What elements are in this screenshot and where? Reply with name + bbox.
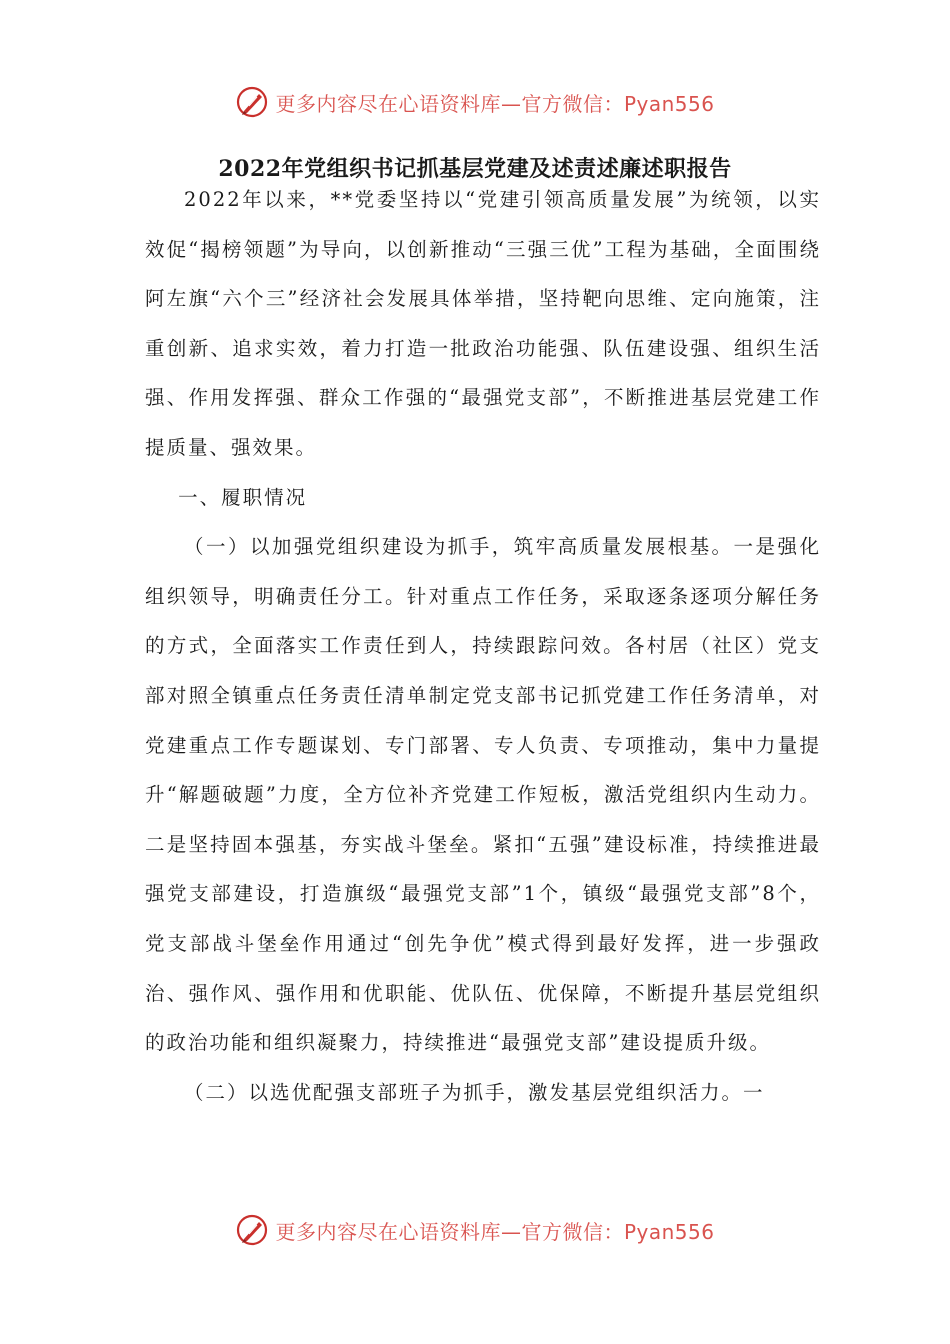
document-body	[145, 175, 821, 1117]
body-paragraph: （二）以选优配强支部班子为抓手，激发基层党组织活力。一	[184, 1080, 765, 1104]
quill-pen-logo-icon	[235, 1213, 269, 1247]
document-title: 2022年党组织书记抓基层党建及述责述廉述职报告	[218, 156, 732, 182]
watermark-header	[0, 80, 950, 124]
section-heading: 一、履职情况	[178, 485, 308, 509]
watermark-text: 更多内容尽在心语资料库—官方微信：Pyan556	[275, 91, 715, 116]
watermark-text: 更多内容尽在心语资料库—官方微信：Pyan556	[275, 1219, 715, 1244]
intro-paragraph: 2022年以来，**党委坚持以“党建引领高质量发展”为统领，以实效促“揭榜领题”为导向，以创新推动“三强三优”工程为基础，全面围绕阿左旗“六个三”经济社会发展具体举措，坚持靶向思维、定向施策，注重创新、追求实效，着力打造一批政治功能强、队伍建设强、组织生活强、作用发挥强、群众工作强的“最强党支部”，不断推进基层党建工作提质量、强效果。	[145, 188, 821, 459]
body-paragraph: （一）以加强党组织建设为抓手，筑牢高质量发展根基。一是强化组织领导，明确责任分工。针对重点工作任务，采取逐条逐项分解任务的方式，全面落实工作责任到人，持续跟踪问效。各村居（社区）党支部对照全镇重点任务责任清单制定党支部书记抓党建工作任务清单，对党建重点工作专题谋划、专门部署、专人负责、专项推动，集中力量提升“解题破题”力度，全方位补齐党建工作短板，激活党组织内生动力。二是坚持固本强基，夯实战斗堡垒。紧扣“五强”建设标准，持续推进最强党支部建设，打造旗级“最强党支部”1个，镇级“最强党支部”8个，党支部战斗堡垒作用通过“创先争优”模式得到最好发挥，进一步强政治、强作风、强作用和优职能、优队伍、优保障，不断提升基层党组织的政治功能和组织凝聚力，持续推进“最强党支部”建设提质升级。	[145, 535, 821, 1055]
watermark-footer	[0, 1208, 950, 1252]
quill-pen-logo-icon	[235, 85, 269, 119]
